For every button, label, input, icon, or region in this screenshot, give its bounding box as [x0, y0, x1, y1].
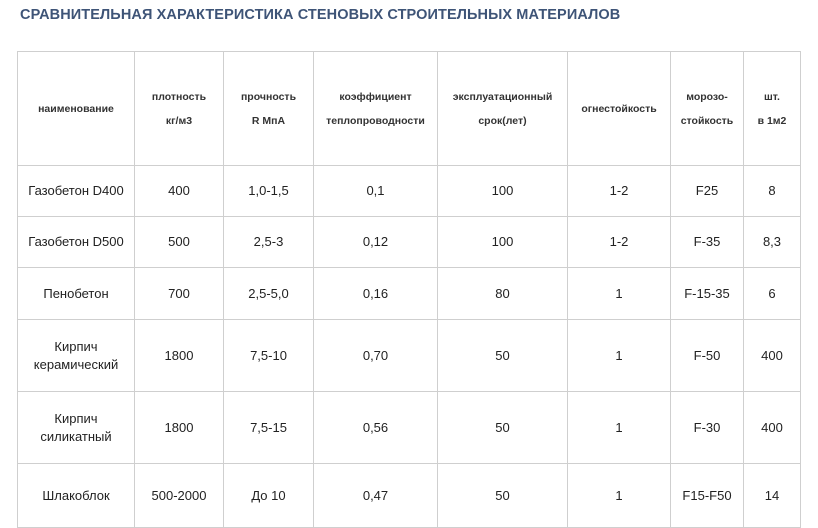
cell-conductivity: 0,56 [314, 392, 438, 464]
cell-pieces: 14 [744, 464, 801, 528]
cell-strength: 2,5-3 [224, 217, 314, 268]
cell-name: Кирпич керамический [18, 320, 135, 392]
table-row [18, 392, 801, 464]
materials-comparison-table [17, 51, 801, 528]
cell-conductivity: 0,16 [314, 268, 438, 320]
cell-pieces: 8,3 [744, 217, 801, 268]
cell-density: 700 [135, 268, 224, 320]
cell-fire-resistance: 1-2 [568, 217, 671, 268]
header-density: плотность кг/м3 [135, 52, 224, 166]
table-row [18, 464, 801, 528]
cell-strength: 1,0-1,5 [224, 166, 314, 217]
cell-frost-resistance: F15-F50 [671, 464, 744, 528]
cell-pieces: 6 [744, 268, 801, 320]
table-header-row [18, 52, 801, 166]
cell-density: 500 [135, 217, 224, 268]
cell-density: 1800 [135, 392, 224, 464]
cell-density: 500-2000 [135, 464, 224, 528]
cell-name: Пенобетон [18, 268, 135, 320]
cell-fire-resistance: 1 [568, 464, 671, 528]
cell-frost-resistance: F-50 [671, 320, 744, 392]
cell-strength: До 10 [224, 464, 314, 528]
page-title: СРАВНИТЕЛЬНАЯ ХАРАКТЕРИСТИКА СТЕНОВЫХ СТРОИТЕЛЬНЫХ МАТЕРИАЛОВ [20, 7, 621, 23]
cell-strength: 2,5-5,0 [224, 268, 314, 320]
cell-fire-resistance: 1-2 [568, 166, 671, 217]
header-fire-resistance: огнестойкость [568, 52, 671, 166]
cell-conductivity: 0,70 [314, 320, 438, 392]
header-conductivity: коэффициент теплопроводности [314, 52, 438, 166]
cell-pieces: 400 [744, 320, 801, 392]
cell-frost-resistance: F-35 [671, 217, 744, 268]
cell-pieces: 400 [744, 392, 801, 464]
cell-frost-resistance: F-15-35 [671, 268, 744, 320]
header-frost-resistance: морозо- стойкость [671, 52, 744, 166]
cell-density: 400 [135, 166, 224, 217]
cell-conductivity: 0,47 [314, 464, 438, 528]
cell-name: Газобетон D400 [18, 166, 135, 217]
cell-conductivity: 0,1 [314, 166, 438, 217]
table-row [18, 166, 801, 217]
cell-frost-resistance: F25 [671, 166, 744, 217]
cell-name: Кирпич силикатный [18, 392, 135, 464]
cell-name: Шлакоблок [18, 464, 135, 528]
cell-density: 1800 [135, 320, 224, 392]
header-strength: прочность R МпА [224, 52, 314, 166]
cell-conductivity: 0,12 [314, 217, 438, 268]
cell-fire-resistance: 1 [568, 392, 671, 464]
cell-name: Газобетон D500 [18, 217, 135, 268]
table-row [18, 320, 801, 392]
table-row [18, 268, 801, 320]
cell-lifetime: 50 [438, 464, 568, 528]
header-pieces-per-m2: шт. в 1м2 [744, 52, 801, 166]
header-name: наименование [18, 52, 135, 166]
cell-lifetime: 100 [438, 166, 568, 217]
cell-lifetime: 50 [438, 392, 568, 464]
cell-lifetime: 100 [438, 217, 568, 268]
cell-lifetime: 80 [438, 268, 568, 320]
cell-pieces: 8 [744, 166, 801, 217]
table-row [18, 217, 801, 268]
cell-fire-resistance: 1 [568, 320, 671, 392]
cell-lifetime: 50 [438, 320, 568, 392]
cell-strength: 7,5-10 [224, 320, 314, 392]
cell-fire-resistance: 1 [568, 268, 671, 320]
cell-strength: 7,5-15 [224, 392, 314, 464]
header-lifetime: эксплуатационный срок(лет) [438, 52, 568, 166]
cell-frost-resistance: F-30 [671, 392, 744, 464]
